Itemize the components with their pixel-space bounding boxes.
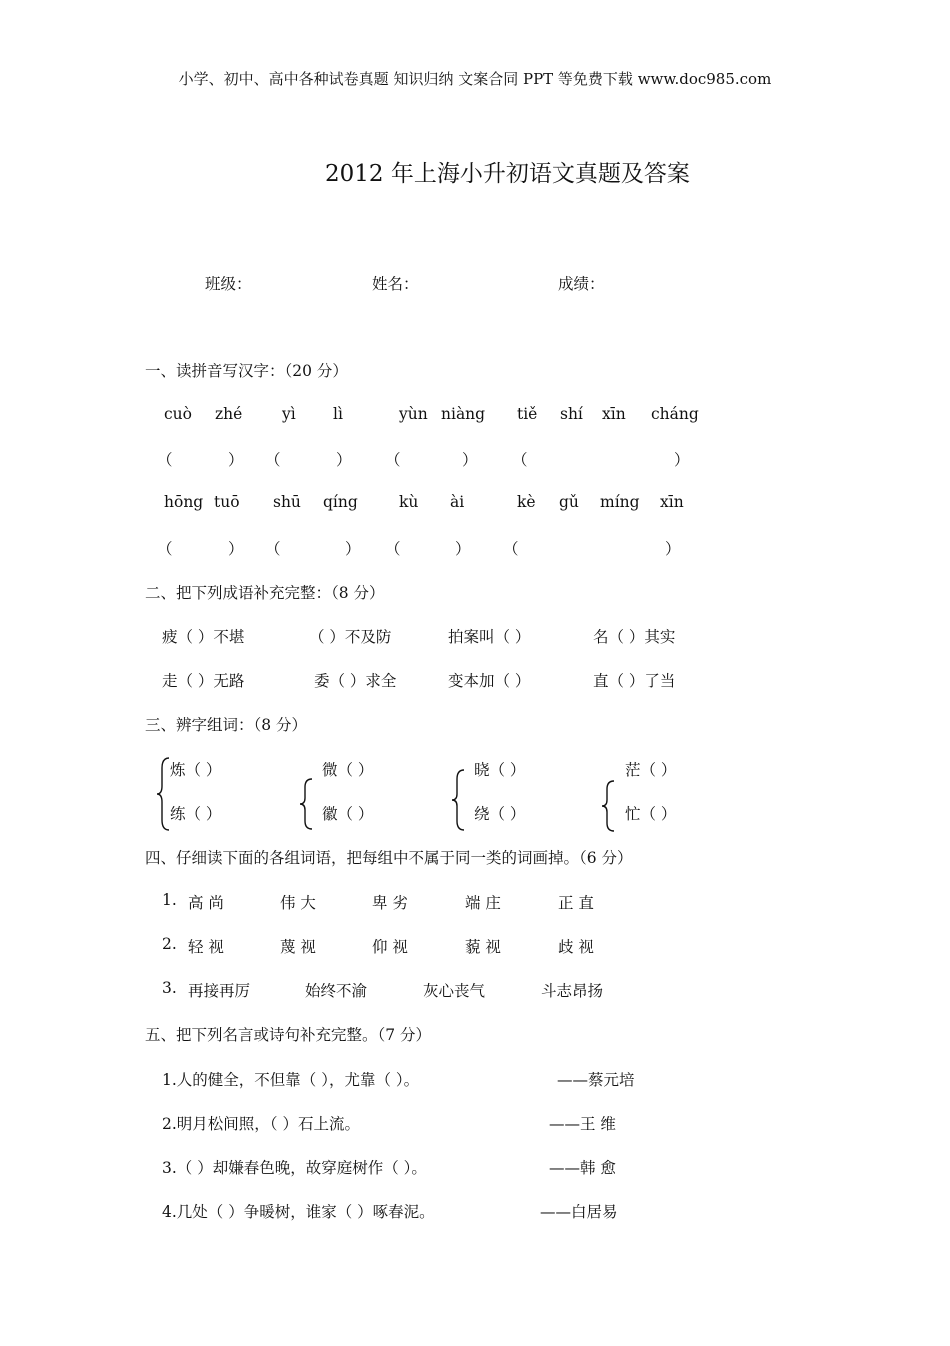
word: 歧 视 [558,938,594,956]
word: 端 庄 [465,894,501,912]
pinyin: shí [560,405,583,423]
open-paren: （ [385,451,401,469]
pinyin: tiě [517,405,538,423]
pinyin: xīn [602,405,626,423]
item-number: 2. [162,935,177,953]
close-paren: ） [455,540,471,558]
section5-heading: 五、把下列名言或诗句补充完整。（7 分） [145,1026,432,1044]
word: 蔑 视 [280,938,316,956]
pinyin: ài [450,493,465,511]
close-paren: ） [228,540,244,558]
pinyin: shū [273,493,301,511]
pinyin: lì [333,405,343,423]
open-paren: （ [265,540,281,558]
pinyin: xīn [660,493,684,511]
char-pair-top: 茫（ ） [625,761,677,779]
close-paren: ） [336,451,352,469]
pinyin: zhé [215,405,243,423]
quote-text: 2.明月松间照，（ ）石上流。 [162,1115,360,1133]
close-paren: ） [345,540,361,558]
quote-text: 3.（ ）却嫌春色晚，故穿庭树作（ ）。 [162,1159,427,1177]
idiom-item: 直（ ）了当 [593,672,676,690]
idiom-item: 变本加（ ） [448,672,531,690]
char-pair-bottom: 忙（ ） [625,805,677,823]
close-paren: ） [228,451,244,469]
word: 正 直 [558,894,594,912]
pinyin: qíng [323,493,358,511]
pinyin: kù [399,493,419,511]
char-pair-top: 炼（ ） [170,761,222,779]
open-paren: （ [512,451,528,469]
class-label: 班级： [205,275,252,293]
page-header: 小学、初中、高中各种试卷真题 知识归纳 文案合同 PPT 等免费下载 www.doc985.com [178,70,772,88]
char-pair-top: 微（ ） [322,761,374,779]
open-paren: （ [503,540,519,558]
word: 再接再厉 [188,982,251,1000]
char-pair-bottom: 徽（ ） [322,805,374,823]
pinyin: gǔ [559,493,579,511]
pinyin: tuō [214,493,240,511]
quote-author: ——白居易 [540,1203,618,1221]
brace-2 [298,776,314,832]
pinyin: cuò [164,405,192,423]
word: 高 尚 [188,894,224,912]
word: 轻 视 [188,938,224,956]
section2-heading: 二、把下列成语补充完整：（8 分） [145,584,385,602]
idiom-item: （ ）不及防 [309,628,392,646]
name-label: 姓名： [372,275,419,293]
open-paren: （ [157,540,173,558]
quote-text: 1.人的健全，不但靠（ ），尤靠（ ）。 [162,1071,420,1089]
word: 仰 视 [372,938,408,956]
open-paren: （ [157,451,173,469]
idiom-item: 拍案叫（ ） [448,628,531,646]
char-pair-top: 晓（ ） [474,761,526,779]
pinyin: yùn [399,405,428,423]
close-paren: ） [462,451,478,469]
idiom-item: 走（ ）无路 [162,672,245,690]
item-number: 1. [162,891,177,909]
quote-author: ——蔡元培 [557,1071,635,1089]
word: 藐 视 [465,938,501,956]
close-paren: ） [665,540,681,558]
brace-1 [155,754,171,834]
brace-4 [600,778,616,834]
quote-author: ——韩 愈 [549,1159,616,1177]
page-title: 2012 年上海小升初语文真题及答案 [325,161,690,187]
word: 卑 劣 [372,894,408,912]
open-paren: （ [265,451,281,469]
word: 伟 大 [280,894,316,912]
pinyin: niàng [441,405,486,423]
pinyin: yì [282,405,296,423]
word: 始终不渝 [305,982,368,1000]
pinyin: kè [517,493,536,511]
pinyin: míng [600,493,640,511]
word: 斗志昂扬 [541,982,604,1000]
idiom-item: 委（ ）求全 [314,672,397,690]
item-number: 3. [162,979,177,997]
section4-heading: 四、仔细读下面的各组词语，把每组中不属于同一类的词画掉。（6 分） [145,849,633,867]
idiom-item: 疲（ ）不堪 [162,628,245,646]
pinyin: cháng [651,405,699,423]
open-paren: （ [385,540,401,558]
char-pair-bottom: 练（ ） [170,805,222,823]
section1-heading: 一、读拼音写汉字：（20 分） [145,362,348,380]
idiom-item: 名（ ）其实 [593,628,676,646]
section3-heading: 三、辨字组词：（8 分） [145,716,308,734]
brace-3 [450,767,466,833]
word: 灰心丧气 [423,982,486,1000]
close-paren: ） [674,451,690,469]
score-label: 成绩： [558,275,605,293]
char-pair-bottom: 绕（ ） [474,805,526,823]
quote-author: ——王 维 [549,1115,616,1133]
pinyin: hōng [164,493,204,511]
quote-text: 4.几处（ ）争暖树，谁家（ ）啄春泥。 [162,1203,435,1221]
